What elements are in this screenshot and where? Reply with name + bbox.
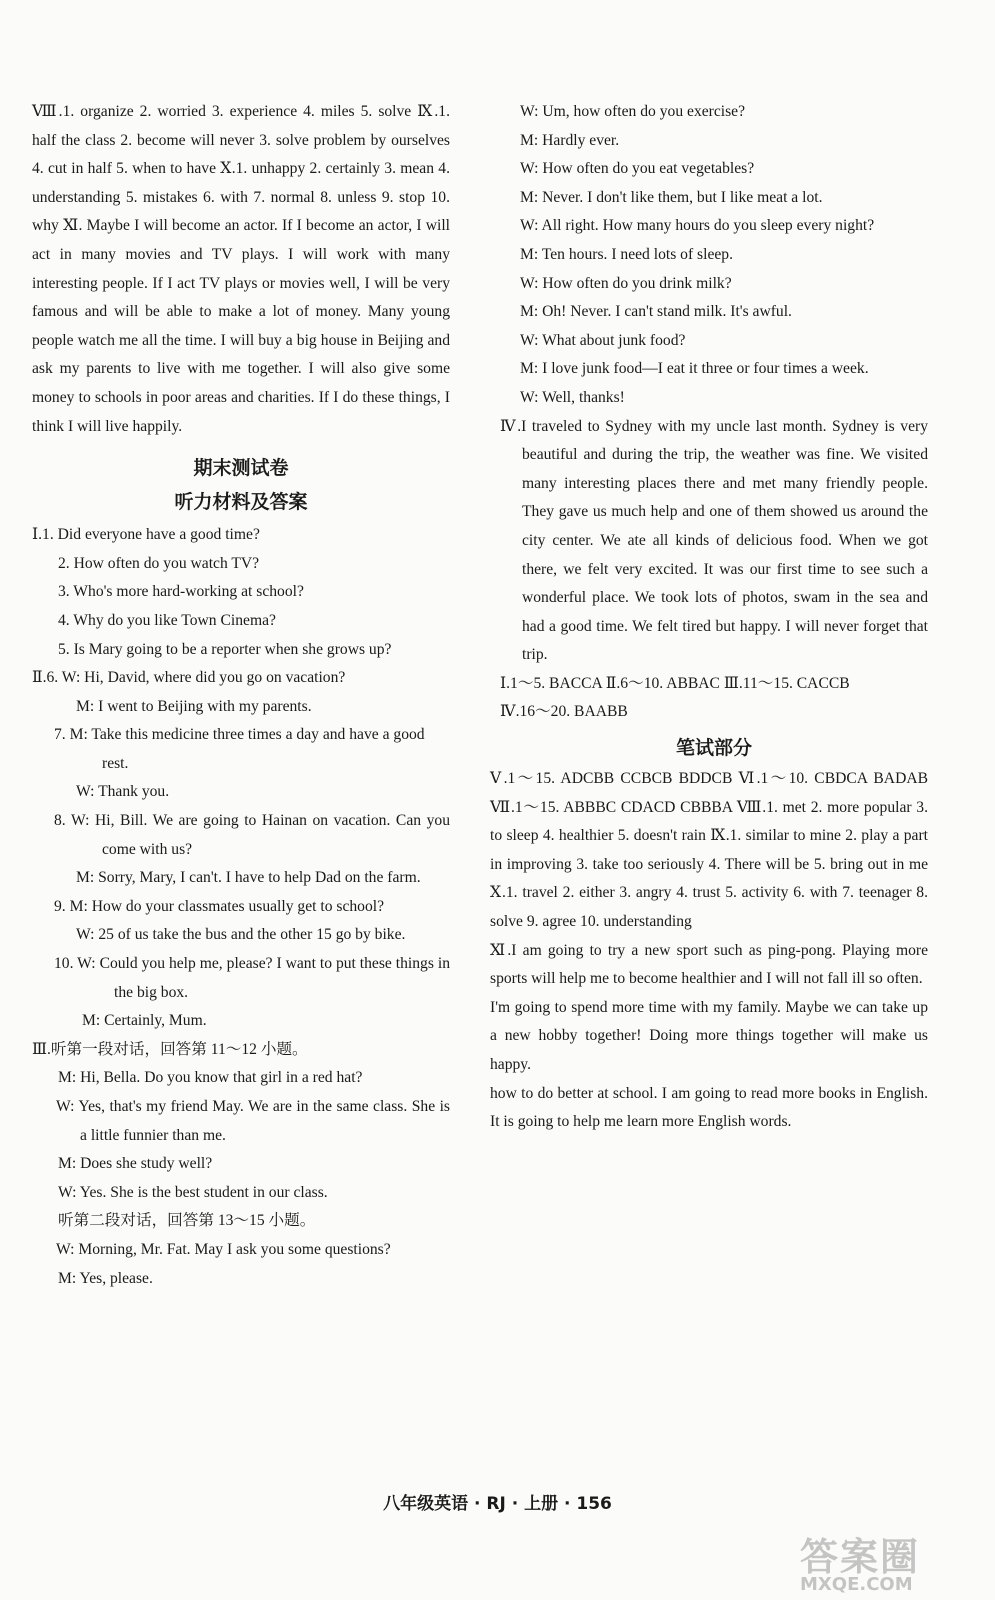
listening-line: M: I went to Beijing with my parents. bbox=[76, 697, 312, 715]
dialog-line: M: Oh! Never. I can't stand milk. It's awful. bbox=[520, 303, 792, 321]
listening-line: M: Certainly, Mum. bbox=[82, 1012, 207, 1030]
answers-viii-xi: Ⅷ.1. organize 2. worried 3. experience 4. miles 5. solve Ⅸ.1. half the class 2. become will never 3. solve problem by ourselves 4. cut in half 5. when to have Ⅹ.1. unhappy 2. certainly 3. mean 4. understanding 5. mistakes 6. with 7. normal 8. unless 9. stop 10. why Ⅺ. Maybe I will become an actor. If I become an actor, I will act in many movies and TV plays. I will work with many interesting people. If I act TV plays or movies well, I will be very famous and will be able to make a lot of money. Many young people watch me all the time. I will buy a big house in Beijing and ask my parents to live with me together. I will also give some money to schools in poor areas and charities. If I do these things, I think I will live happily. bbox=[32, 103, 450, 435]
listening-line: 5. Is Mary going to be a reporter when she grows up? bbox=[58, 640, 392, 658]
listening-line: 听第二段对话，回答第 13～15 小题。 bbox=[58, 1212, 316, 1230]
listening-line: M: Sorry, Mary, I can't. I have to help Dad on the farm. bbox=[76, 869, 421, 887]
dialog-line: M: I love junk food—I eat it three or four times a week. bbox=[520, 360, 869, 378]
dialog-line: M: Hardly ever. bbox=[520, 131, 620, 149]
listening-line: 4. Why do you like Town Cinema? bbox=[58, 611, 276, 629]
listening-line: 3. Who's more hard-working at school? bbox=[58, 583, 304, 601]
watermark bbox=[800, 1535, 970, 1595]
listening-line: Ⅱ.6. W: Hi, David, where did you go on vacation? bbox=[32, 669, 346, 687]
written-answers: Ⅴ.1～15. ADCBB CCBCB BDDCB Ⅵ.1～10. CBDCA BADAB Ⅶ.1～15. ABBBC CDACD CBBBA Ⅷ.1. met 2. more popular 3. to sleep 4. healthier 5. doesn't rain Ⅸ.1. similar to mine 2. play a part in improving 3. take too seriously 4. There will be 5. bring out in me Ⅹ.1. travel 2. either 3. angry 4. trust 5. activity 6. with 7. teenager 8. solve 9. agree 10. understanding bbox=[490, 770, 928, 931]
listening-line: W: Yes, that's my friend May. We are in the same class. She is a little funnier than me. bbox=[56, 1098, 450, 1144]
listening-line: 7. M: Take this medicine three times a day and have a good rest. bbox=[54, 726, 425, 772]
listening-answers: Ⅰ.1～5. BACCA Ⅱ.6～10. ABBAC Ⅲ.11～15. CACCB bbox=[500, 674, 850, 692]
listening-heading: 听力材料及答案 bbox=[174, 491, 308, 514]
listening-line: 2. How often do you watch TV? bbox=[58, 554, 260, 572]
listening-line: W: Morning, Mr. Fat. May I ask you some questions? bbox=[56, 1240, 391, 1258]
essay-paragraph: Ⅺ.I am going to try a new sport such as ping-pong. Playing more sports will help me to become healthier and I will not fall ill so often. bbox=[490, 941, 928, 988]
listening-line: Ⅲ.听第一段对话，回答第 11～12 小题。 bbox=[32, 1040, 308, 1058]
listening-line: 10. W: Could you help me, please? I want to put these things in the big box. bbox=[54, 955, 450, 1001]
dialog-line: W: What about junk food? bbox=[520, 331, 686, 349]
watermark-url: MXQE.COM bbox=[800, 1574, 913, 1595]
listening-line: W: Thank you. bbox=[76, 783, 170, 801]
right-column bbox=[490, 98, 928, 1137]
listening-line: Ⅰ.1. Did everyone have a good time? bbox=[32, 526, 260, 544]
listening-line: 9. M: How do your classmates usually get to school? bbox=[54, 897, 385, 915]
listening-line: M: Yes, please. bbox=[58, 1269, 153, 1287]
exam-heading: 期末测试卷 bbox=[193, 457, 289, 480]
essay-paragraph: how to do better at school. I am going to read more books in English. It is going to help me learn more English words. bbox=[490, 1084, 928, 1131]
dialog-line: M: Never. I don't like them, but I like meat a lot. bbox=[520, 188, 823, 206]
listening-line: M: Does she study well? bbox=[58, 1155, 213, 1173]
written-heading: 笔试部分 bbox=[675, 737, 752, 760]
left-column bbox=[32, 98, 450, 1293]
dialog-line: W: All right. How many hours do you sleep every night? bbox=[520, 217, 875, 235]
essay-paragraph: I'm going to spend more time with my family. Maybe we can take up a new hobby together! Doing more things together will make us happy. bbox=[490, 998, 928, 1073]
listening-line: W: 25 of us take the bus and the other 15 go by bike. bbox=[76, 926, 406, 944]
watermark-logo: 答案圈 bbox=[800, 1535, 921, 1579]
dialog-line: W: Um, how often do you exercise? bbox=[520, 103, 746, 120]
dialog-line: M: Ten hours. I need lots of sleep. bbox=[520, 245, 733, 263]
page-footer: 八年级英语 · RJ · 上册 · 156 bbox=[383, 1494, 612, 1514]
listening-line: W: Yes. She is the best student in our class. bbox=[58, 1183, 328, 1201]
dialog-line: W: How often do you eat vegetables? bbox=[520, 160, 755, 178]
listening-answers: Ⅳ.16～20. BAABB bbox=[500, 703, 628, 721]
passage-iv: Ⅳ.I traveled to Sydney with my uncle last month. Sydney is very beautiful and during the trip, the weather was fine. We visited many interesting places there and met many friendly people. They gave us much help and one of them showed us around the city center. We ate all kinds of delicious food. When we got there, we felt very excited. It was our first time to see such a wonderful place. We took lots of photos, swam in the sea and had a good time. We felt tired but happy. I will never forget that trip. bbox=[500, 417, 928, 664]
dialog-line: W: How often do you drink milk? bbox=[520, 274, 732, 292]
listening-line: M: Hi, Bella. Do you know that girl in a red hat? bbox=[58, 1069, 363, 1087]
dialog-line: W: Well, thanks! bbox=[520, 388, 625, 406]
listening-line: 8. W: Hi, Bill. We are going to Hainan on vacation. Can you come with us? bbox=[54, 812, 450, 858]
